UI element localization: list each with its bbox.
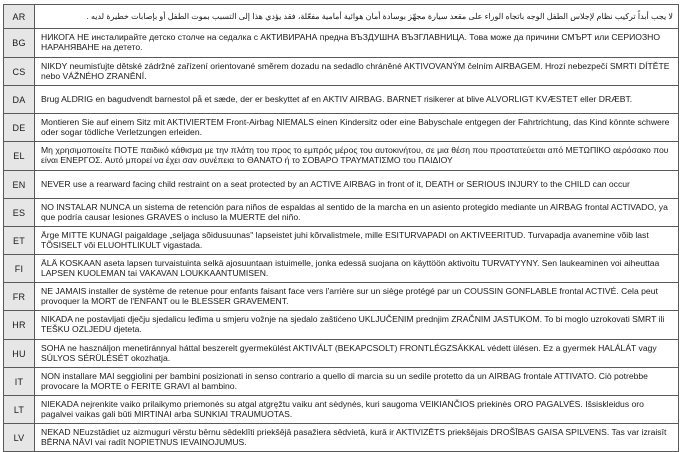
language-code: ET — [4, 227, 35, 255]
warning-text: NE JAMAIS installer de système de retenue pour enfants faisant face vers l'arrière sur un siège protégé par un COUSSIN GONFLABLE frontal ACTIVÉ. Cela peut provoquer la MORT de l'ENFANT ou le BLESSER GRAVEMENT. — [35, 283, 679, 311]
warning-text: لا يجب أبداً تركيب نظام لإجلاس الطفل الوجه باتجاه الوراء على مقعد سيارة مجهّز بوسادة أمان هوائية أمامية مفعّلة، فقد يؤدي هذا إلى التسبب بموت الطفل أو بإصابات خطيرة لديه . — [35, 5, 679, 29]
warning-text: NIKADA ne postavljati dječju sjedalicu leđima u smjeru vožnje na sjedalo zaštićeno UKLJUČENIM prednjim ZRAČNIM JASTUKOM. To bi moglo uzrokovati SMRT ili TEŠKU OZLJEDU djeteta. — [35, 311, 679, 340]
language-code: LV — [4, 424, 35, 452]
table-row — [4, 142, 679, 171]
table-row — [4, 368, 679, 396]
warning-text: НИКОГА НЕ инсталирайте детско столче на седалка с АКТИВИРАНА предна ВЪЗДУШНА ВЪЗГЛАВНИЦА. Това може да причини СМЪРТ или СЕРИОЗНО НАРАНЯВАНЕ на детето. — [35, 29, 679, 58]
language-code: LT — [4, 396, 35, 424]
warning-text: NON installare MAI seggiolini per bambini posizionati in senso contrario a quello di marcia su un sedile protetto da un AIRBAG frontale ATTIVATO. Ciò potrebbe provocare la MORTE o FERITE GRAVI al bambino. — [35, 368, 679, 396]
warning-text: Brug ALDRIG en bagudvendt barnestol på et sæde, der er beskyttet af en AKTIV AIRBAG. BARNET risikerer at blive ALVORLIGT KVÆSTET eller DRÆBT. — [35, 86, 679, 114]
table-row — [4, 340, 679, 368]
table-row — [4, 86, 679, 114]
airbag-warning-table — [3, 4, 679, 452]
warning-text: NIKDY neumisťujte dětské zádržné zařízení orientované směrem dozadu na sedadlo chráněné AKTIVOVANÝM čelním AIRBAGEM. Hrozí nebezpečí SMRTI DÍTĚTE nebo VÁŽNÉHO ZRANĚNÍ. — [35, 58, 679, 86]
table-row — [4, 29, 679, 58]
language-code: EN — [4, 171, 35, 199]
language-code: BG — [4, 29, 35, 58]
language-code: DA — [4, 86, 35, 114]
table-row — [4, 5, 679, 29]
warning-text: NIEKADA nejrenkite vaiko prilaikymo priemonės su atgal atgręžtu vaiku ant sėdynės, kuri saugoma VEIKIANČIOS priekinės ORO PAGALVĖS. Išsiskleidus oro pagalvei vaikas gali būti MIRTINAI arba SUNKIAI TRAUMUOTAS. — [35, 396, 679, 424]
table-row — [4, 114, 679, 142]
warning-text: NO INSTALAR NUNCA un sistema de retención para niños de espaldas al sentido de la marcha en un asiento protegido mediante un AIRBAG frontal ACTIVADO, ya que podría causar lesiones GRAVES o incluso la MUERTE del niño. — [35, 199, 679, 227]
table-row — [4, 255, 679, 283]
warning-text: Μη χρησιμοποιείτε ΠΟΤΕ παιδικό κάθισμα με την πλάτη του προς το εμπρός μέρος του αυτοκινήτου, σε μια θέση που προστατεύεται από ΜΕΤΩΠΙΚΟ αερόσακο που είναι ΕΝΕΡΓΟΣ. Αυτό μπορεί να έχει σαν συνέπεια το ΘΑΝΑΤΟ ή το ΣΟΒΑΡΟ ΤΡΑΥΜΑΤΙΣΜΟ του ΠΑΙΔΙΟΥ — [35, 142, 679, 171]
language-code: ES — [4, 199, 35, 227]
language-code: CS — [4, 58, 35, 86]
language-code: AR — [4, 5, 35, 29]
warning-text: ÄLÄ KOSKAAN aseta lapsen turvaistuinta selkä ajosuuntaan istuimelle, jonka edessä suojana on käyttöön aktivoitu TURVATYYNY. Sen laukeaminen voi aiheuttaa LAPSEN KUOLEMAN tai VAKAVAN LOUKKAANTUMISEN. — [35, 255, 679, 283]
language-code: HR — [4, 311, 35, 340]
warning-text: SOHA ne használjon menetiránnyal háttal beszerelt gyermekülést AKTIVÁLT (BEKAPCSOLT) FRONTLÉGZSÁKKAL védett ülésen. Ez a gyermek HALÁLÁT vagy SÚLYOS SÉRÜLÉSÉT okozhatja. — [35, 340, 679, 368]
table-row — [4, 396, 679, 424]
language-code: FI — [4, 255, 35, 283]
table-row — [4, 311, 679, 340]
table-row — [4, 171, 679, 199]
warning-text: NEKAD NEuzstādiet uz aizmuguri vērstu bērnu sēdeklīti priekšējā pasažiera sēdvietā, kurā ir AKTIVIZĒTS priekšējais DROŠĪBAS GAISA SPILVENS. Tas var izraisīt BĒRNA NĀVI vai radīt NOPIETNUS IEVAINOJUMUS. — [35, 424, 679, 452]
language-code: DE — [4, 114, 35, 142]
table-row — [4, 227, 679, 255]
table-row — [4, 283, 679, 311]
warning-text: NEVER use a rearward facing child restraint on a seat protected by an ACTIVE AIRBAG in front of it, DEATH or SERIOUS INJURY to the CHILD can occur — [35, 171, 679, 199]
table-row — [4, 199, 679, 227]
warning-text: Ärge MITTE KUNAGI paigaldage „seljaga sõidusuunas" lapseistet juhi kõrvalistmele, mille ESITURVAPADI on AKTIVEERITUD. Turvapadja avanemine võib last TÕSISELT või ELUOHTLIKULT vigastada. — [35, 227, 679, 255]
table-row — [4, 424, 679, 452]
language-code: IT — [4, 368, 35, 396]
language-code: HU — [4, 340, 35, 368]
warning-text: Montieren Sie auf einem Sitz mit AKTIVIERTEM Front-Airbag NIEMALS einen Kindersitz oder eine Babyschale entgegen der Fahrtrichtung, das Kind könnte schwere oder sogar tödliche Verletzungen erleiden. — [35, 114, 679, 142]
language-code: EL — [4, 142, 35, 171]
table-row — [4, 58, 679, 86]
language-code: FR — [4, 283, 35, 311]
